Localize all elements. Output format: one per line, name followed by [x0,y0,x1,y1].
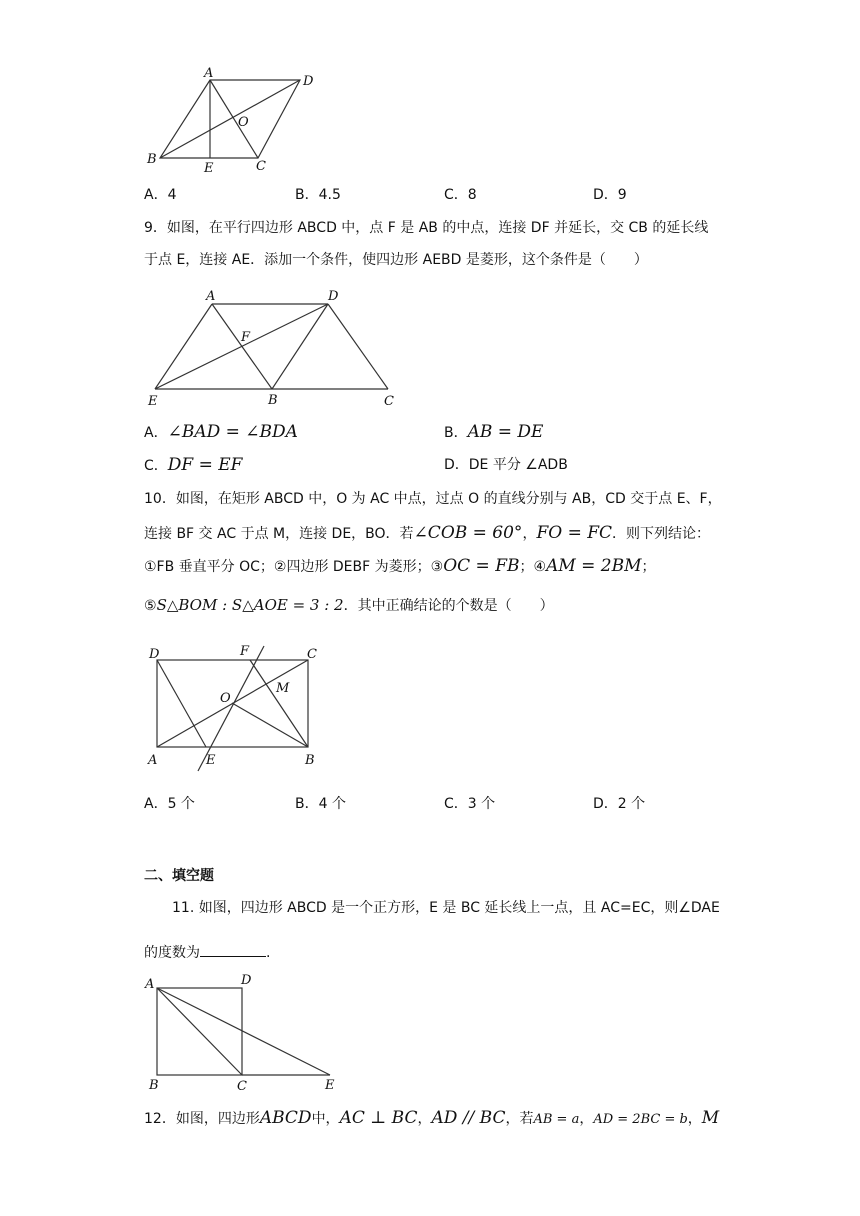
q12-stem-line1: 12．如图，四边形ABCD中，AC ⊥ BC，AD // BC，若AB = a，AD = 2BC = b，M [144,1108,720,1128]
q8-label-c: C [256,159,266,174]
q8-label-e: E [204,161,214,176]
q9-figure [140,284,410,414]
q8-option-a[interactable]: A．4 [144,187,177,203]
q8-label-d: D [303,74,314,89]
q9-label-b: B [268,393,278,408]
q9-segment-ae [155,304,212,389]
q11-diagonal-ac [157,988,242,1075]
q9-label-e: E [148,394,158,409]
q9-option-a[interactable]: A．∠BAD = ∠BDA [144,422,298,442]
q10-label-a: A [148,753,158,768]
q10-stem-line4: ⑤S△BOM : S△AOE = 3 : 2．其中正确结论的个数是（ ） [144,596,554,614]
q10-stem-line3: ①FB 垂直平分 OC；②四边形 DEBF 为菱形；③OC = FB；④AM = 2BM； [144,556,656,576]
q11-figure [140,972,350,1092]
q11-stem-line1: 11. 如图，四边形 ABCD 是一个正方形，E 是 BC 延长线上一点，且 AC=EC，则∠DAE [172,900,720,916]
q10-segment-ob [232,703,308,747]
q11-label-c: C [237,1079,247,1092]
q11-label-b: B [149,1078,159,1092]
q9-label-a: A [206,289,216,304]
q8-option-d[interactable]: D．9 [593,187,627,203]
q10-segment-de [157,660,206,747]
q10-label-d: D [149,647,160,662]
q8-diagonal-ac [210,80,258,158]
q8-figure [140,66,330,176]
q9-label-f: F [241,330,251,345]
q8-option-b[interactable]: B．4.5 [295,187,341,203]
q10-option-c[interactable]: C．3 个 [444,796,496,812]
q8-label-b: B [147,152,157,167]
section-title-fill-blank: 二、填空题 [144,868,214,884]
q9-option-b[interactable]: B．AB = DE [444,422,544,442]
q10-figure [140,640,340,775]
q10-label-o: O [220,691,231,706]
q10-label-m: M [276,681,290,696]
q11-segment-ae [157,988,330,1075]
q11-label-e: E [325,1078,335,1092]
q10-label-e: E [206,753,216,768]
q9-option-d[interactable]: D．DE 平分 ∠ADB [444,457,568,473]
q9-stem-line2: 于点 E，连接 AE．添加一个条件，使四边形 AEBD 是菱形，这个条件是（ ） [144,252,648,268]
q10-option-a[interactable]: A．5 个 [144,796,195,812]
q11-stem-line2: 的度数为 . [144,942,270,963]
q9-segment-de [155,304,328,389]
q11-label-a: A [145,977,155,992]
q9-label-d: D [328,289,339,304]
q9-segment-db [272,304,328,389]
q9-stem-line1: 9．如图，在平行四边形 ABCD 中，点 F 是 AB 的中点，连接 DF 并延长，交 CB 的延长线 [144,220,709,236]
q9-label-c: C [384,394,394,409]
q10-label-b: B [305,753,315,768]
q9-segment-dc [328,304,388,389]
q10-option-d[interactable]: D．2 个 [593,796,646,812]
q9-option-c[interactable]: C．DF = EF [144,455,243,475]
q10-option-b[interactable]: B．4 个 [295,796,346,812]
q10-stem-line2: 连接 BF 交 AC 于点 M，连接 DE，BO．若∠COB = 60°，FO = FC．则下列结论： [144,523,711,543]
q11-answer-blank[interactable] [200,942,266,957]
q10-segment-fb [250,660,308,747]
q10-stem-line1: 10．如图，在矩形 ABCD 中，O 为 AC 中点，过点 O 的直线分别与 AB，CD 交于点 E、F， [144,491,722,507]
q8-option-c[interactable]: C．8 [444,187,477,203]
q11-label-d: D [241,973,252,988]
q10-label-c: C [307,647,317,662]
q10-label-f: F [240,644,250,659]
q8-label-a: A [204,66,214,81]
q8-label-o: O [238,115,249,130]
